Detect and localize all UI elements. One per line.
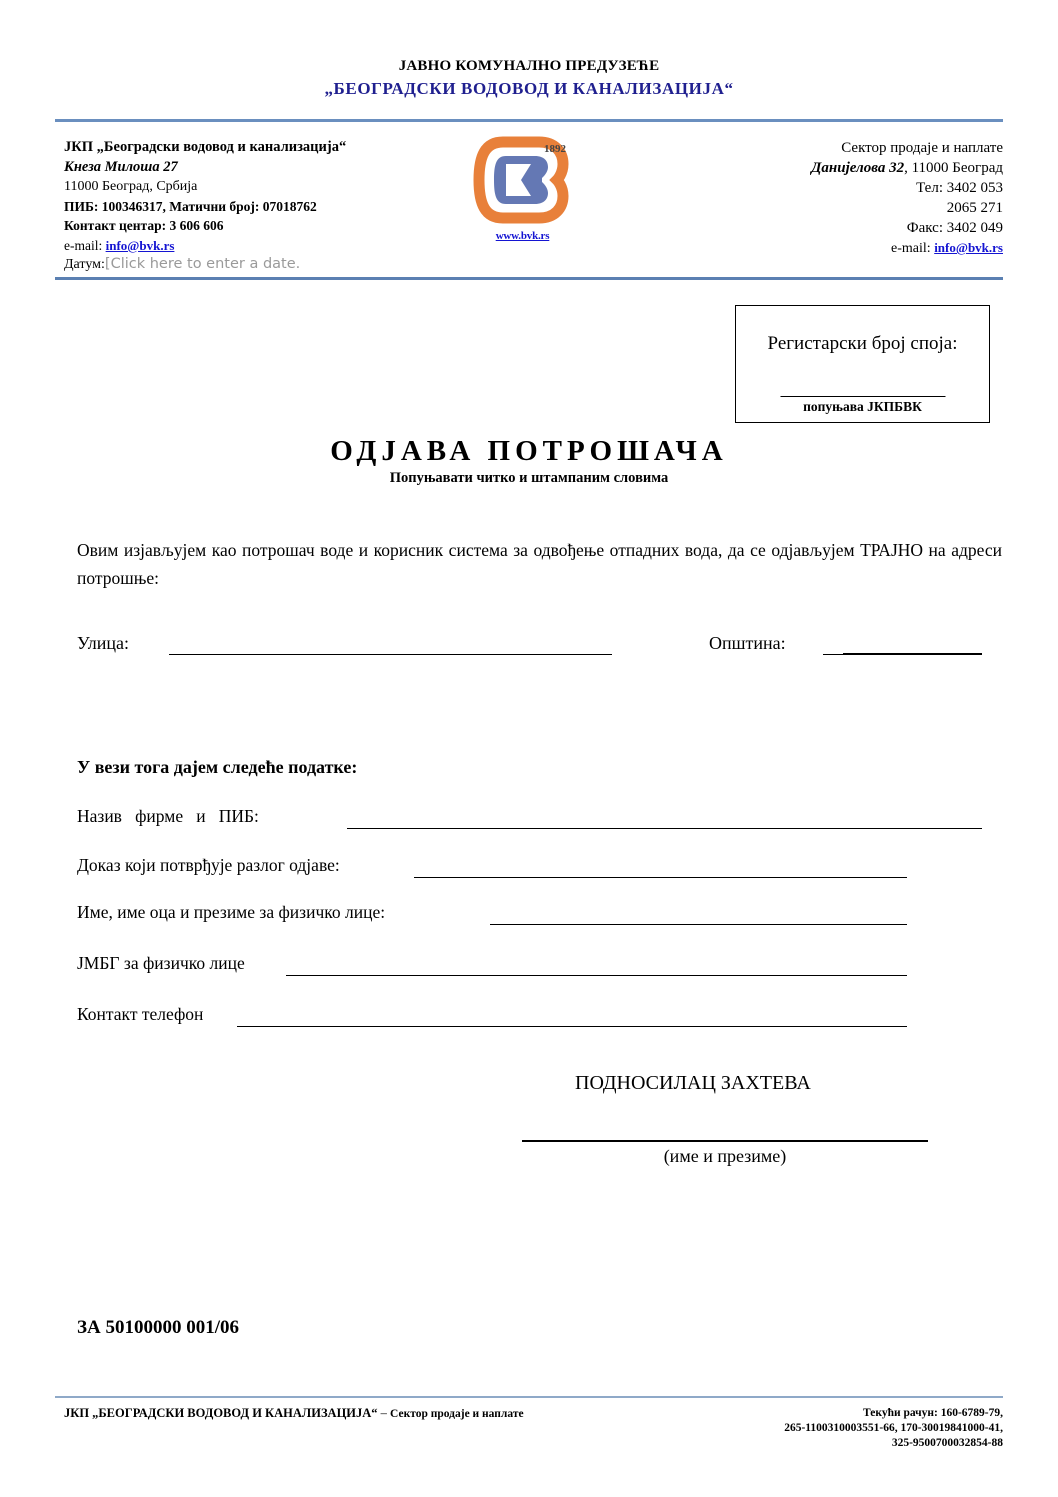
municipality-input-line-thin[interactable] — [823, 654, 843, 655]
company-name: ЈКП „Београдски водовод и канализација“ — [64, 139, 347, 155]
sector-email-label: e-mail: — [891, 241, 935, 256]
footer-bank-accounts — [583, 1406, 1003, 1451]
date-row — [64, 255, 464, 275]
logo-year: 1892 — [543, 143, 566, 155]
company-street: Кнеза Милоша 27 — [64, 158, 178, 175]
header-bottom-rule — [55, 277, 1003, 280]
registry-number-box — [735, 305, 990, 423]
company-website-link[interactable]: www.bvk.rs — [495, 230, 550, 242]
header-top-rule — [55, 119, 1003, 122]
footer-left-text — [64, 1406, 524, 1421]
footer-account-line-3: 325-9500700032854-88 — [891, 1437, 1003, 1449]
company-email-link[interactable]: info@bvk.rs — [105, 237, 175, 253]
municipality-input-line[interactable] — [843, 653, 982, 655]
footer-company: ЈКП „БЕОГРАДСКИ ВОДОВОД И КАНАЛИЗАЦИЈА“ — [64, 1406, 378, 1420]
footer-rule — [55, 1396, 1003, 1398]
company-logo — [470, 136, 575, 242]
street-label: Улица: — [77, 633, 129, 653]
signature-title: ПОДНОСИЛАЦ ЗАХТЕВА — [575, 1072, 811, 1094]
header-left-block — [64, 138, 464, 275]
field-input-line[interactable] — [237, 1026, 907, 1027]
footer-account-line-1: Текући рачун: 160-6789-79, — [863, 1407, 1003, 1419]
field-label: Име, име оца и презиме за физичко лице: — [77, 902, 386, 922]
field-input-line[interactable] — [286, 975, 907, 976]
footer-account-line-2: 265-1100310003551-66, 170-30019841000-41, — [784, 1422, 1003, 1434]
bvk-logo-icon — [473, 136, 573, 224]
sector-address — [703, 158, 1003, 178]
signature-caption: (име и презиме) — [663, 1146, 787, 1166]
data-section-heading: У вези тога дајем следеће податке: — [77, 757, 358, 777]
signature-input-line[interactable] — [522, 1140, 928, 1142]
company-email-row — [64, 236, 464, 256]
sector-address-street: Данијелова 32 — [811, 160, 905, 176]
field-input-line[interactable] — [347, 828, 982, 829]
company-contact-center: Контакт центар: 3 606 606 — [64, 218, 224, 233]
page-title: ОДЈАВА ПОТРОШАЧА — [330, 435, 728, 467]
email-label: e-mail: — [64, 237, 106, 253]
field-input-line[interactable] — [490, 924, 907, 925]
header-right-block — [703, 138, 1003, 259]
date-input-placeholder[interactable]: [Click here to enter a date. — [104, 256, 301, 272]
masthead-line-1: ЈАВНО КОМУНАЛНО ПРЕДУЗЕЋЕ — [398, 58, 660, 74]
municipality-label: Општина: — [709, 633, 786, 653]
field-input-line[interactable] — [414, 877, 907, 878]
sector-phone-1: Тел: 3402 053 — [916, 180, 1003, 196]
registry-number-caption: попуњава ЈКПБВК — [803, 399, 922, 414]
sector-fax: Факс: 3402 049 — [906, 220, 1003, 236]
footer-sector: Сектор продаје и наплате — [390, 1408, 524, 1420]
masthead-line-2: „БЕОГРАДСКИ ВОДОВОД И КАНАЛИЗАЦИЈА“ — [324, 79, 734, 98]
date-label: Датум: — [64, 257, 105, 272]
sector-phone-2: 2065 271 — [946, 200, 1003, 216]
company-tax-ids: ПИБ: 100346317, Матични број: 07018762 — [64, 198, 317, 214]
footer-separator: – — [377, 1406, 391, 1420]
field-label: Контакт телефон — [77, 1004, 204, 1024]
sector-email-link[interactable]: info@bvk.rs — [934, 240, 1003, 255]
company-city: 11000 Београд, Србија — [64, 179, 198, 194]
intro-paragraph: Овим изјављујем као потрошач воде и корисник система за одвођење отпадних вода, да се одјављујем ТРАЈНО на адреси потрошње: — [77, 540, 1002, 588]
sector-address-city: , 11000 Београд — [904, 160, 1003, 176]
sector-name: Сектор продаје и наплате — [841, 140, 1003, 156]
field-label: ЈМБГ за физичко лице — [77, 953, 245, 973]
sector-email-row — [703, 238, 1003, 259]
registry-number-input-line[interactable] — [780, 396, 945, 397]
form-code: ЗА 50100000 001/06 — [77, 1317, 240, 1338]
registry-number-label: Регистарски број споја: — [767, 333, 958, 354]
field-label: Назив фирме и ПИБ: — [77, 806, 259, 826]
field-label: Доказ који потврђује разлог одјаве: — [77, 855, 340, 875]
masthead — [0, 58, 1058, 99]
page-subtitle: Попуњавати читко и штампаним словима — [389, 470, 669, 486]
street-input-line[interactable] — [169, 654, 612, 655]
